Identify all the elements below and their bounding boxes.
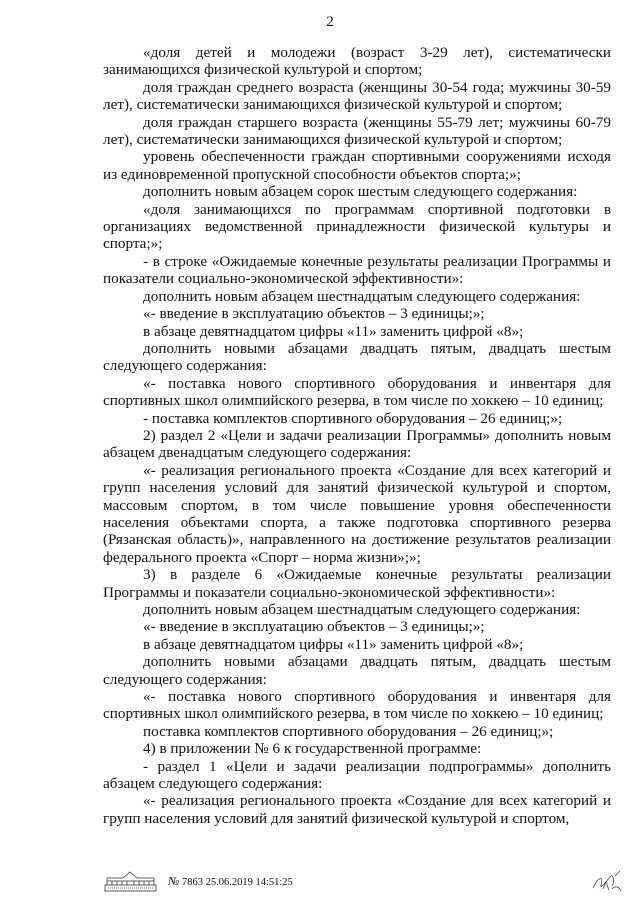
document-footer (103, 868, 623, 896)
government-building-logo (103, 870, 158, 897)
registration-datetime: 25.06.2019 14:51:25 (205, 877, 293, 888)
handwritten-mark (590, 868, 624, 899)
registration-stamp (168, 874, 293, 889)
paragraph: дополнить новым абзацем шестнадцатым следующего содержания: (143, 287, 581, 305)
paragraph: «- поставка нового спортивного оборудования и инвентаря для спортивных школ олимпийского резерва, в том числе по хоккею – 10 единиц; (103, 374, 611, 410)
number-sign: № (168, 874, 180, 888)
paragraph: «- введение в эксплуатацию объектов – 3 единицы;»; (143, 618, 485, 636)
page-number: 2 (326, 14, 334, 30)
paragraph: «- поставка нового спортивного оборудования и инвентаря для спортивных школ олимпийского резерва, в том числе по хоккею – 10 единиц; (103, 688, 611, 723)
paragraph: 4) в приложении № 6 к государственной программе: (143, 740, 482, 758)
paragraph: «- реализация регионального проекта «Создание для всех категорий и групп населения условий для занятий физической культурой и спортом, массовым спортом, в том числе повышение уровня обеспеченности населения объектами спорта, а также подготовка спортивного резерва (Рязанская область)», направленного на достижение результатов реализации федерального проекта «Спорт – норма жизни»;»; (103, 461, 611, 566)
paragraph: 3) в разделе 6 «Ожидаемые конечные результаты реализации Программы и показатели социально-экономической эффективности»: (103, 566, 611, 601)
paragraph: - в строке «Ожидаемые конечные результаты реализации Программы и показатели социально-экономической эффективности»: (103, 252, 611, 288)
paragraph: - поставка комплектов спортивного оборудования – 26 единиц;»; (143, 409, 563, 427)
paragraph: дополнить новыми абзацами двадцать пятым, двадцать шестым следующего содержания: (103, 653, 611, 688)
paragraph: поставка комплектов спортивного оборудования – 26 единиц;»; (143, 722, 554, 740)
paragraph: «- введение в эксплуатацию объектов – 3 единицы;»; (143, 305, 485, 323)
paragraph: доля граждан старшего возраста (женщины 55-79 лет; мужчины 60-79 лет), систематически занимающихся физической культурой и спортом; (103, 113, 611, 149)
document-body (103, 44, 611, 827)
paragraph: «доля детей и молодежи (возраст 3-29 лет), систематически занимающихся физической культурой и спортом; (103, 44, 611, 79)
document-number: 7863 (181, 877, 203, 888)
paragraph: «- реализация регионального проекта «Создание для всех категорий и групп населения условий для занятий физической культурой и спортом, (103, 792, 611, 827)
paragraph: в абзаце девятнадцатом цифры «11» заменить цифрой «8»; (143, 635, 524, 653)
paragraph: - раздел 1 «Цели и задачи реализации подпрограммы» дополнить абзацем следующего содержания: (103, 757, 611, 793)
paragraph: дополнить новыми абзацами двадцать пятым, двадцать шестым следующего содержания: (103, 339, 611, 375)
paragraph: дополнить новым абзацем сорок шестым следующего содержания: (143, 183, 578, 201)
paragraph: уровень обеспеченности граждан спортивными сооружениями исходя из единовременной пропускной способности объектов спорта;»; (103, 148, 611, 183)
paragraph: «доля занимающихся по программам спортивной подготовки в организациях ведомственной принадлежности физической культуры и спорта;»; (103, 200, 611, 253)
paragraph: в абзаце девятнадцатом цифры «11» заменить цифрой «8»; (143, 322, 524, 340)
paragraph: дополнить новым абзацем шестнадцатым следующего содержания: (143, 601, 581, 618)
paragraph: 2) раздел 2 «Цели и задачи реализации Программы» дополнить новым абзацем двенадцатым следующего содержания: (103, 426, 611, 462)
paragraph: доля граждан среднего возраста (женщины 30-54 года; мужчины 30-59 лет), систематически занимающихся физической культурой и спортом; (103, 78, 611, 114)
